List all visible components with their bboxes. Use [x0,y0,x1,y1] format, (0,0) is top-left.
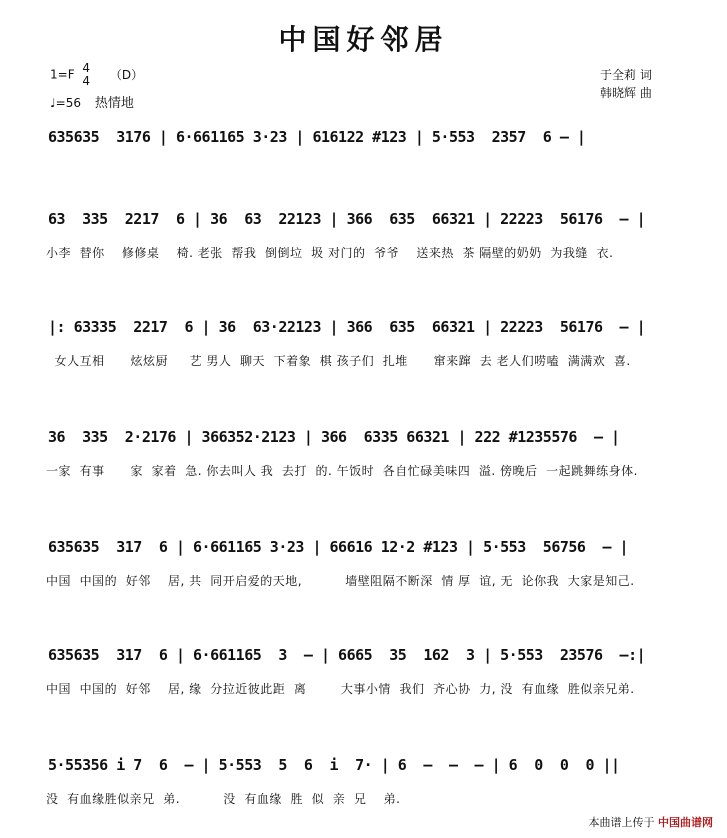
notation-line: 635635 317 6 | 6·661165 3 – | 6665 35 162 3 | 5·553 23576 –:| [48,646,646,664]
footer-site-link[interactable]: 中国曲谱网 [658,816,713,829]
notation-line: 63 335 2217 6 | 36 63 22123 | 366 635 66321 | 22223 56176 – | [48,210,646,228]
tempo-marking [50,92,134,111]
lyricist-credit: 于全莉 词 [600,68,652,82]
notation-line: 36 335 2·2176 | 366352·2123 | 366 6335 66321 | 222 #1235576 – | [48,428,620,446]
time-denominator: 4 [82,74,91,88]
footer-prefix: 本曲谱上传于 [588,816,655,829]
notation-line: 5·55356 i 7 6 – | 5·553 5 6 i 7· | 6 – – – | 6 0 0 0 || [48,756,620,774]
notation-line: 635635 3176 | 6·661165 3·23 | 616122 #123 | 5·553 2357 6 – | [48,128,586,146]
time-numerator: 4 [82,61,91,75]
lyrics-line: 小李 替你 修修桌 椅. 老张 帮我 倒倒垃 圾 对门的 爷爷 送来热 茶 隔壁的奶奶 为我缝 衣. [46,246,614,260]
tempo-value: ♩=56 [50,96,81,110]
lyrics-line: 女人互相 炫炫厨 艺 男人 聊天 下着象 棋 孩子们 扎堆 窜来蹿 去 老人们唠嗑 满满欢 喜. [46,354,631,368]
mode-label: （D） [109,67,144,82]
key-signature [50,62,143,88]
time-signature [82,62,90,88]
composer-credit: 韩晓辉 曲 [600,86,652,100]
key-label: 1=F [50,67,75,82]
notation-line: |: 63335 2217 6 | 36 63·22123 | 366 635 66321 | 22223 56176 – | [48,318,646,336]
lyrics-line: 没 有血缘胜似亲兄 弟. 没 有血缘 胜 似 亲 兄 弟. [46,792,401,806]
mood-label: 热情地 [94,96,134,111]
lyrics-line: 中国 中国的 好邻 居, 缘 分拉近彼此距 离 大事小情 我们 齐心协 力, 没 有血缘 胜似亲兄弟. [46,682,635,696]
credits [600,66,652,102]
footer-credit [589,814,714,830]
notation-line: 635635 317 6 | 6·661165 3·23 | 66616 12·2 #123 | 5·553 56756 – | [48,538,629,556]
lyrics-line: 一家 有事 家 家着 急. 你去叫人 我 去打 的. 午饭时 各自忙碌美味四 溢. 傍晚后 一起跳舞练身体. [46,464,638,478]
lyrics-line: 中国 中国的 好邻 居, 共 同开启爱的天地, 墙壁阻隔不断深 情 厚 谊, 无 论你我 大家是知己. [46,574,635,588]
song-title: 中国好邻居 [278,23,449,56]
